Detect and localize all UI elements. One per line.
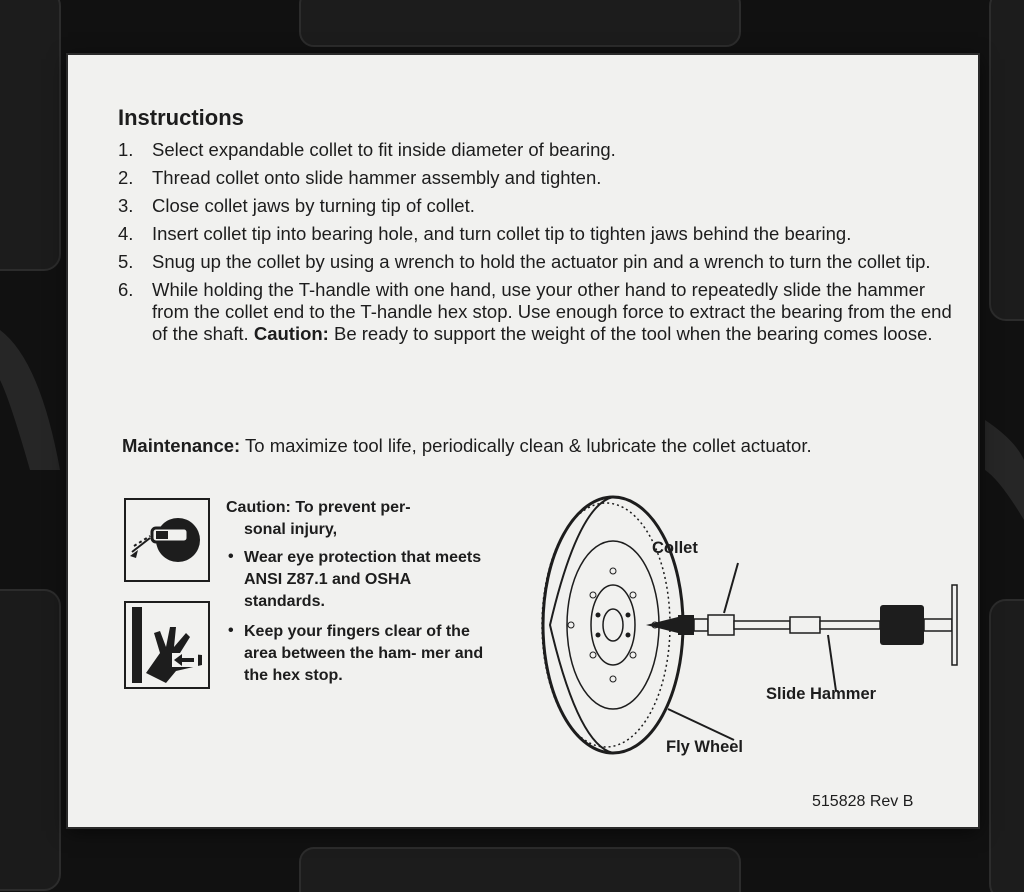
revision-number: 515828 Rev B (812, 793, 914, 810)
bullet-text: Wear eye protection that meets ANSI Z87.1 and OSHA standards. (244, 549, 482, 610)
slide-hammer-label: Slide Hammer (766, 685, 877, 703)
step-number: 6. (118, 279, 134, 300)
caution-heading (226, 497, 486, 541)
step-text: Thread collet onto slide hammer assembly and tighten. (152, 167, 602, 188)
slide-hammer-diagram (538, 495, 958, 765)
caution-heading-line: Caution: To prevent per- (226, 499, 411, 516)
step-4 (118, 223, 958, 245)
step-text (152, 279, 958, 345)
bullet-dot: • (228, 622, 234, 639)
instruction-card (68, 55, 978, 827)
step-6 (118, 279, 958, 345)
step-3 (118, 195, 958, 217)
instruction-steps (118, 139, 958, 351)
hand-pinch-hazard-icon (124, 601, 210, 689)
step-text: Insert collet tip into bearing hole, and turn collet tip to tighten jaws behind the bearing. (152, 223, 852, 244)
fly-wheel-label: Fly Wheel (666, 738, 744, 756)
bullet-text: Keep your fingers clear of the area between the ham- mer and the hex stop. (244, 623, 484, 684)
fly-wheel-leader (668, 709, 734, 740)
instructions-title: Instructions (118, 105, 244, 130)
safety-caution (226, 497, 486, 695)
maintenance-note (122, 435, 972, 457)
caution-inline-label: Caution: (253, 323, 329, 344)
step-number: 2. (118, 167, 134, 188)
step-text-part: Be ready to support the weight of the tool when the bearing comes loose. (333, 323, 933, 344)
collet-leader (724, 563, 738, 613)
slide-hammer-drawing (646, 585, 957, 665)
step-2 (118, 167, 958, 189)
step-number: 3. (118, 195, 134, 216)
eye-protection-icon (124, 498, 210, 582)
caution-bullet-eye (226, 547, 486, 613)
step-1 (118, 139, 958, 161)
step-number: 1. (118, 139, 134, 160)
step-text: Snug up the collet by using a wrench to hold the actuator pin and a wrench to turn the collet tip. (152, 251, 931, 272)
step-number: 4. (118, 223, 134, 244)
bullet-dot: • (228, 548, 234, 565)
caution-bullet-fingers (226, 621, 486, 687)
maintenance-label: Maintenance: (122, 435, 241, 456)
step-number: 5. (118, 251, 134, 272)
step-5 (118, 251, 958, 273)
step-text: Close collet jaws by turning tip of collet. (152, 195, 475, 216)
step-text-part: While holding the T-handle with one hand, use your other hand to repeatedly slide the hammer from the collet end to the T-handle hex stop. Use enough force to extract the bearing from the end of the shaft. (152, 279, 952, 344)
slide-hammer-leader (828, 635, 836, 691)
maintenance-text: To maximize tool life, periodically clean & lubricate the collet actuator. (245, 435, 812, 456)
caution-heading-line: sonal injury, (244, 521, 338, 538)
step-text: Select expandable collet to fit inside diameter of bearing. (152, 139, 616, 160)
collet-label: Collet (652, 539, 698, 557)
